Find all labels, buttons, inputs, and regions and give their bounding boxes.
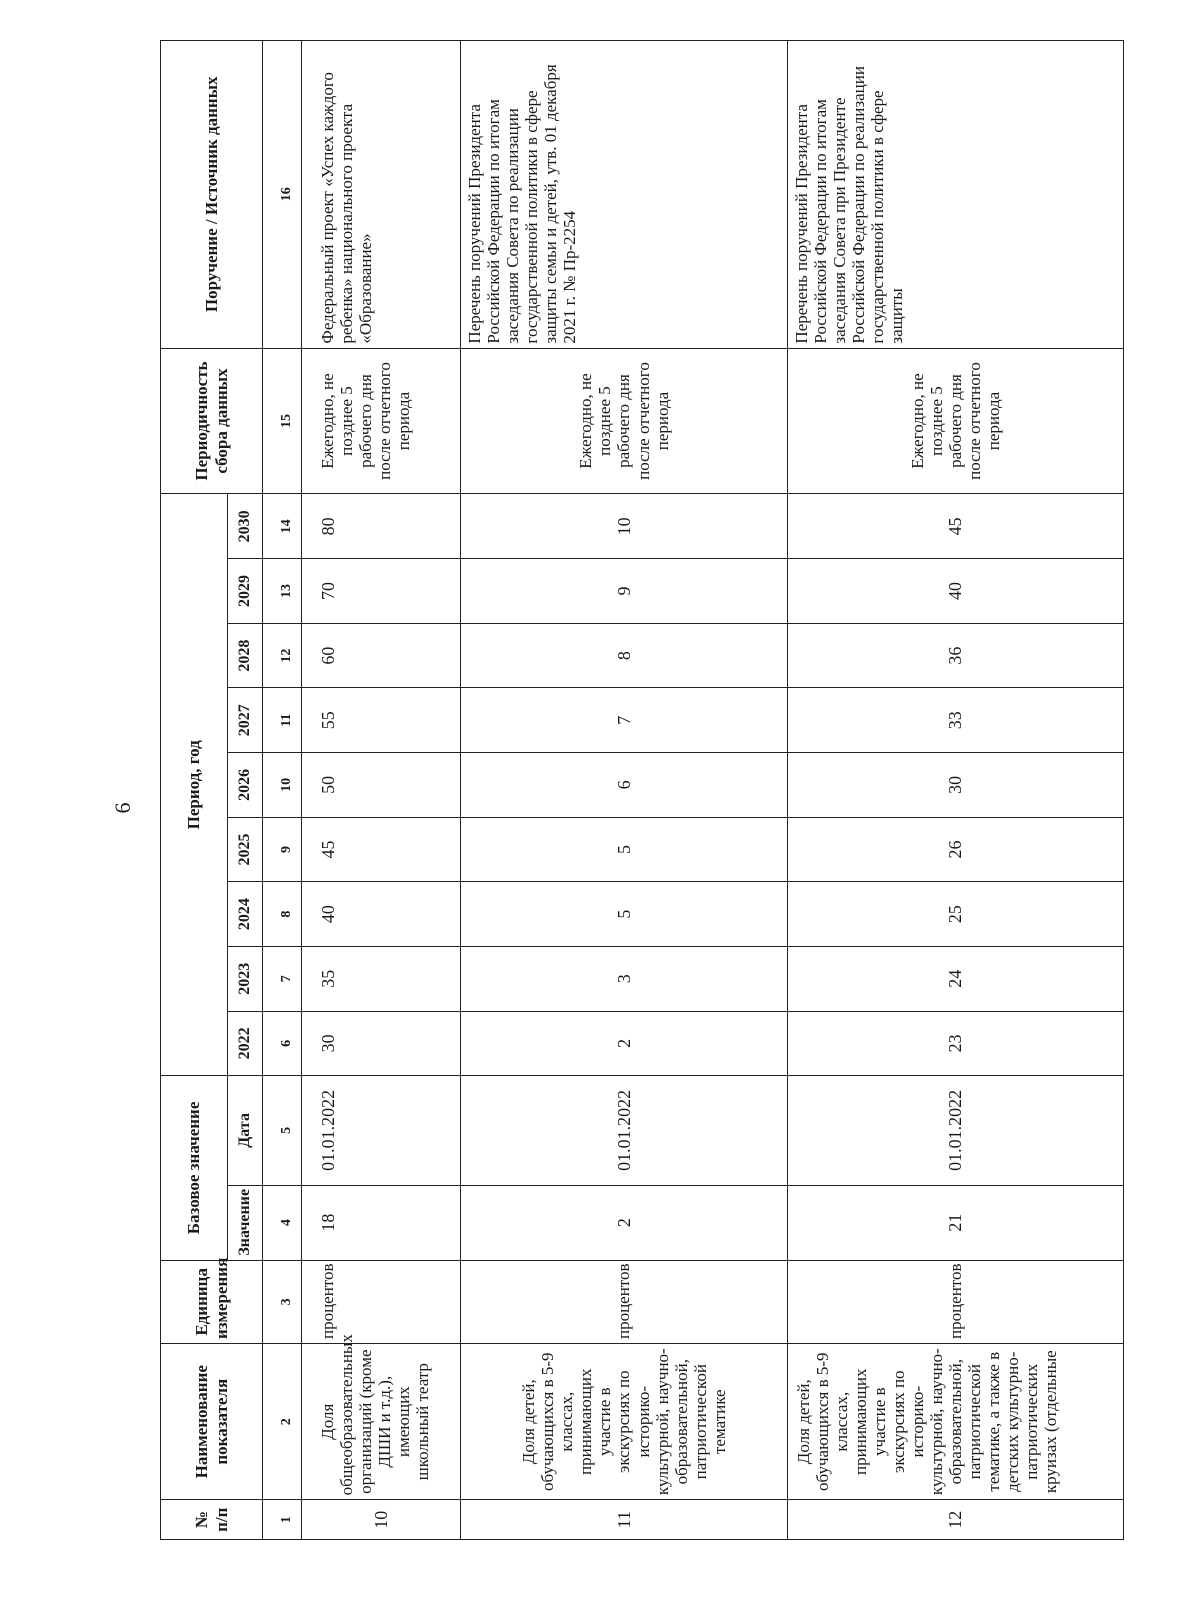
source-cell: Федеральный проект «Успех каждого ребенка» национального проекта «Образование» [302,41,461,349]
frequency-cell: Ежегодно, не позднее 5 рабочего дня после отчетного периода [461,348,788,494]
base-value-cell: 21 [788,1185,1124,1260]
base-value-cell: 18 [302,1185,461,1260]
header-year: 2024 [228,882,263,947]
column-number: 1 [263,1500,302,1540]
header-source: Поручение / Источник данных [161,41,263,349]
column-number: 7 [263,946,302,1011]
column-number: 9 [263,817,302,882]
row-number: 10 [302,1500,461,1540]
header-year: 2022 [228,1011,263,1076]
year-value-cell: 6 [461,753,788,818]
year-value-cell: 2 [461,1011,788,1076]
year-value-cell: 45 [302,817,461,882]
header-row-1 [161,41,228,1540]
column-number: 10 [263,753,302,818]
year-value-cell: 3 [461,946,788,1011]
column-number: 15 [263,348,302,494]
column-number: 4 [263,1185,302,1260]
column-number: 8 [263,882,302,947]
year-value-cell: 45 [788,494,1124,559]
header-year: 2029 [228,559,263,624]
table-row [302,41,461,1540]
page-number: 6 [110,802,135,814]
row-number: 11 [461,1500,788,1540]
header-year: 2026 [228,753,263,818]
year-value-cell: 40 [788,559,1124,624]
column-number: 3 [263,1260,302,1343]
year-value-cell: 35 [302,946,461,1011]
indicators-table [160,40,1124,1540]
header-no: № п/п [161,1500,263,1540]
base-value-cell: 2 [461,1185,788,1260]
year-value-cell: 55 [302,688,461,753]
header-year: 2025 [228,817,263,882]
year-value-cell: 36 [788,623,1124,688]
year-value-cell: 33 [788,688,1124,753]
header-unit: Единица измерения [161,1260,263,1343]
unit-cell: процентов [302,1260,461,1343]
header-name: Наименование показателя [161,1344,263,1500]
column-number: 5 [263,1076,302,1185]
base-date-cell: 01.01.2022 [788,1076,1124,1185]
table-row [788,41,1124,1540]
header-period: Период, год [161,494,228,1076]
frequency-cell: Ежегодно, не позднее 5 рабочего дня после отчетного периода [788,348,1124,494]
year-value-cell: 60 [302,623,461,688]
year-value-cell: 30 [302,1011,461,1076]
header-year: 2027 [228,688,263,753]
frequency-cell: Ежегодно, не позднее 5 рабочего дня после отчетного периода [302,348,461,494]
year-value-cell: 80 [302,494,461,559]
unit-cell: процентов [461,1260,788,1343]
year-value-cell: 5 [461,882,788,947]
year-value-cell: 26 [788,817,1124,882]
year-value-cell: 23 [788,1011,1124,1076]
unit-cell: процентов [788,1260,1124,1343]
column-number: 13 [263,559,302,624]
source-cell: Перечень поручений Президента Российской Федерации по итогам заседания Совета по реализации государственной политики в сфере защиты семьи и детей, утв. 01 декабря 2021 г. № Пр-2254 [461,41,788,349]
year-value-cell: 24 [788,946,1124,1011]
column-number-row [263,41,302,1540]
rotated-page [160,40,1085,1540]
header-base-value: Значение [228,1185,263,1260]
source-cell: Перечень поручений Президента Российской Федерации по итогам заседания Совета при Президенте Российской Федерации по реализации государственной политики в сфере защиты [788,41,1124,349]
header-year: 2023 [228,946,263,1011]
column-number: 14 [263,494,302,559]
year-value-cell: 50 [302,753,461,818]
table-row [461,41,788,1540]
year-value-cell: 7 [461,688,788,753]
year-value-cell: 5 [461,817,788,882]
base-date-cell: 01.01.2022 [302,1076,461,1185]
row-number: 12 [788,1500,1124,1540]
header-year: 2030 [228,494,263,559]
header-frequency: Периодичность сбора данных [161,348,263,494]
year-value-cell: 9 [461,559,788,624]
indicator-name: Доля детей, обучающихся в 5-9 классах, принимающих участие в экскурсиях по историко-культурной, научно-образовательной, патриотической тематике [461,1344,788,1500]
header-base-date: Дата [228,1076,263,1185]
year-value-cell: 8 [461,623,788,688]
column-number: 11 [263,688,302,753]
year-value-cell: 70 [302,559,461,624]
column-number: 2 [263,1344,302,1500]
year-value-cell: 25 [788,882,1124,947]
indicator-name: Доля детей, обучающихся в 5-9 классах, принимающих участие в экскурсиях по историко-культурной, научно-образовательной, патриотической тематике, а также в детских культурно-патриотических круизах (отдельные [788,1344,1124,1500]
indicator-name: Доля общеобразовательных организаций (кроме ДШИ и т.д.), имеющих школьный театр [302,1344,461,1500]
header-base: Базовое значение [161,1076,228,1260]
column-number: 16 [263,41,302,349]
header-year: 2028 [228,623,263,688]
column-number: 12 [263,623,302,688]
year-value-cell: 40 [302,882,461,947]
base-date-cell: 01.01.2022 [461,1076,788,1185]
year-value-cell: 30 [788,753,1124,818]
year-value-cell: 10 [461,494,788,559]
column-number: 6 [263,1011,302,1076]
